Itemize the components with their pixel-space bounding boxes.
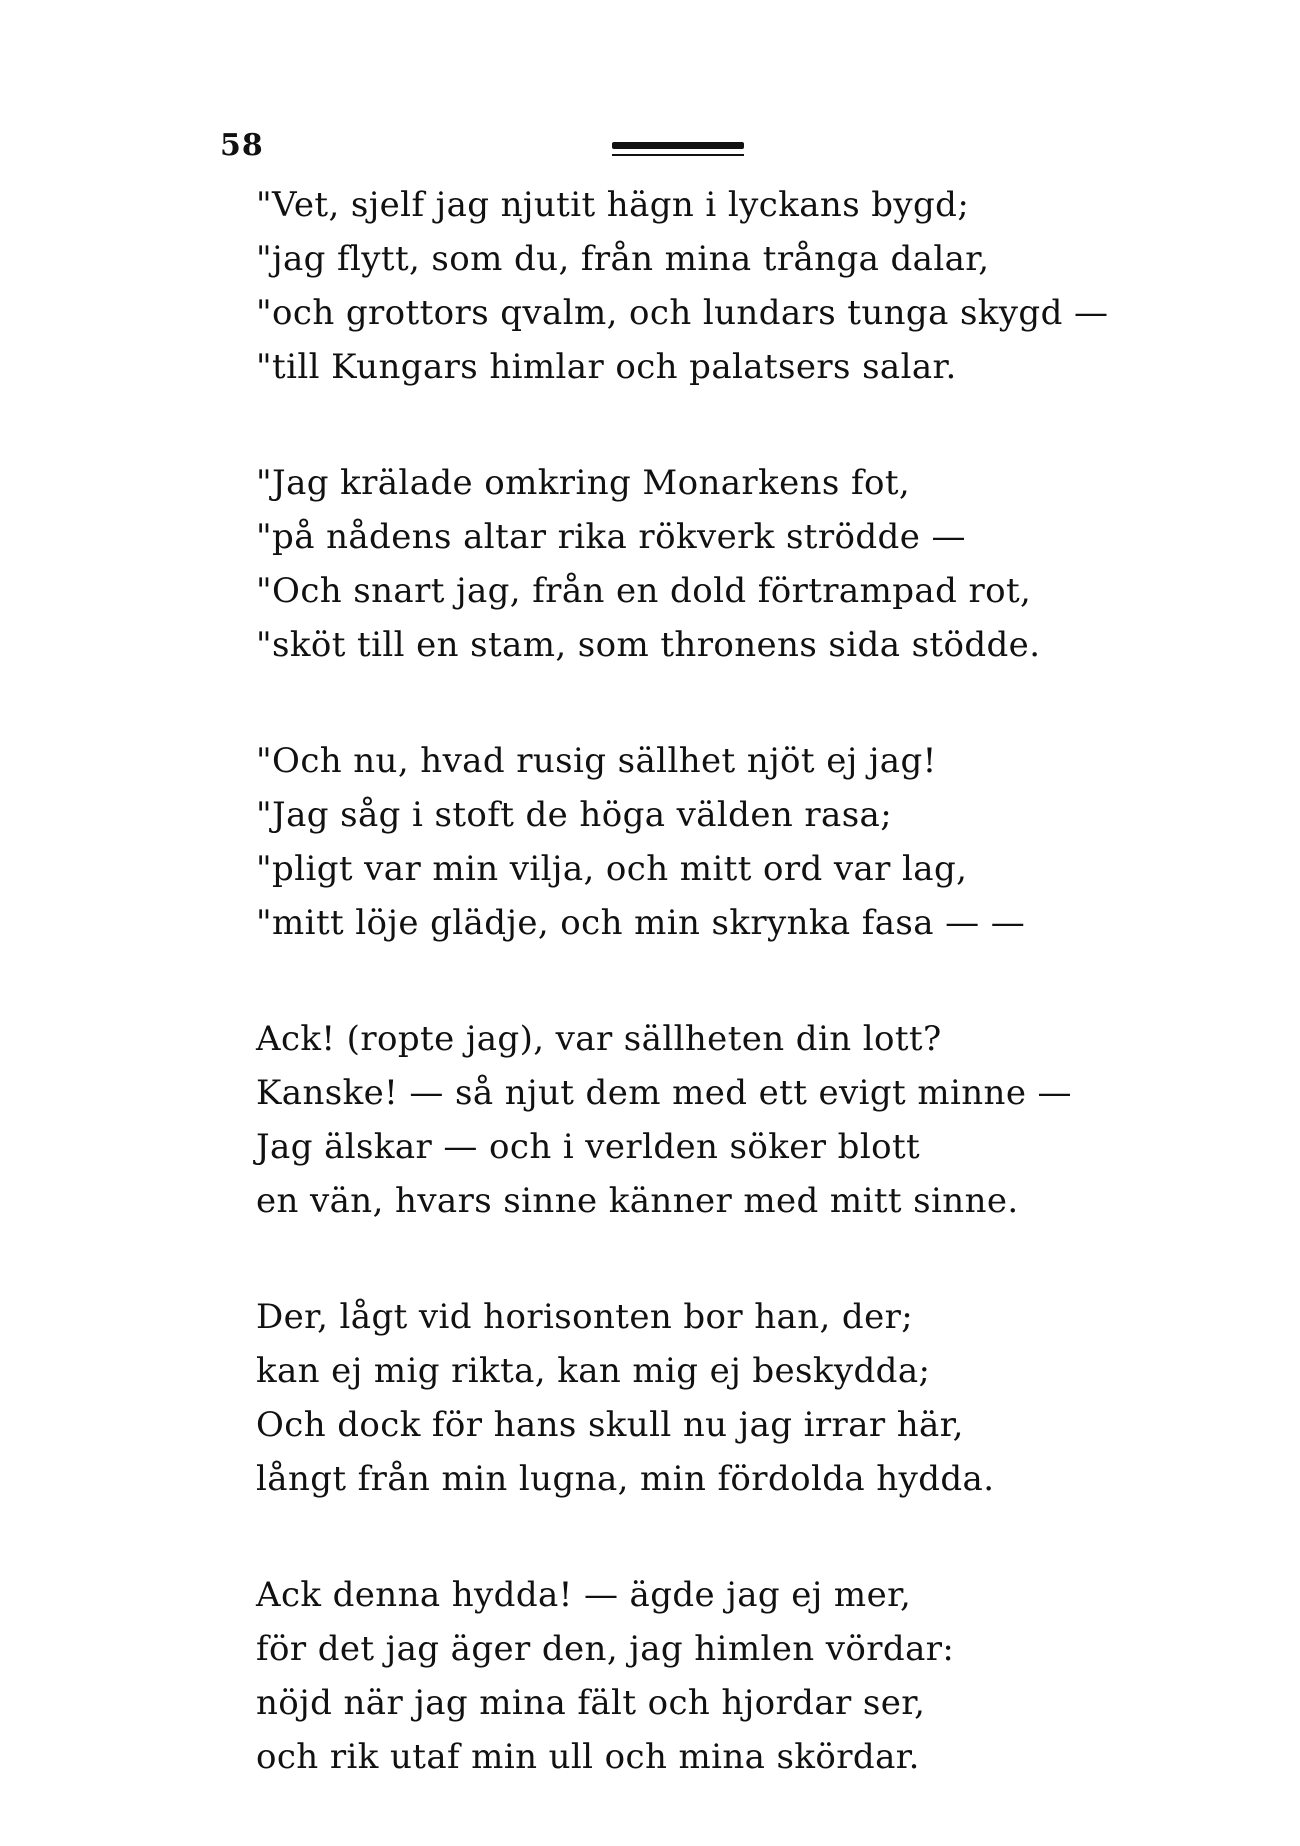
poem-line: "Jag krälade omkring Monarkens fot, xyxy=(256,463,911,503)
stanza xyxy=(250,456,1130,672)
poem-line: Och dock för hans skull nu jag irrar här, xyxy=(256,1405,964,1445)
poem-line: och rik utaf min ull och mina skördar. xyxy=(256,1737,920,1777)
stanza xyxy=(250,734,1130,950)
poem-line: "på nådens altar rika rökverk strödde — xyxy=(256,517,966,557)
poem-line: "pligt var min vilja, och mitt ord var lag, xyxy=(256,849,968,889)
poem-line: Ack! (ropte jag), var sällheten din lott? xyxy=(256,1019,942,1059)
poem-line: "Vet, sjelf jag njutit hägn i lyckans bygd; xyxy=(256,185,970,225)
poem-line: kan ej mig rikta, kan mig ej beskydda; xyxy=(256,1351,931,1391)
page-header xyxy=(220,128,1100,168)
poem-line: nöjd när jag mina fält och hjordar ser, xyxy=(256,1683,926,1723)
page-number: 58 xyxy=(220,128,264,163)
poem-line: "till Kungars himlar och palatsers salar. xyxy=(256,347,957,387)
poem-line: Jag älskar — och i verlden söker blott xyxy=(256,1127,921,1167)
poem-line: Kanske! — så njut dem med ett evigt minne — xyxy=(256,1073,1072,1113)
poem-line: "sköt till en stam, som thronens sida stödde. xyxy=(256,625,1041,665)
poem-line: "och grottors qvalm, och lundars tunga skygd — xyxy=(256,293,1109,333)
stanza xyxy=(250,1568,1130,1784)
poem xyxy=(250,178,1130,1846)
poem-line: "mitt löje glädje, och min skrynka fasa — — xyxy=(256,903,1026,943)
header-rule xyxy=(612,142,744,149)
poem-line: "Jag såg i stoft de höga välden rasa; xyxy=(256,795,893,835)
stanza xyxy=(250,1012,1130,1228)
header-rule-thin xyxy=(612,154,744,156)
poem-line: "Och nu, hvad rusig sällhet njöt ej jag! xyxy=(256,741,937,781)
stanza xyxy=(250,1290,1130,1506)
poem-line: "jag flytt, som du, från mina trånga dalar, xyxy=(256,239,990,279)
poem-line: "Och snart jag, från en dold förtrampad rot, xyxy=(256,571,1032,611)
poem-line: Der, lågt vid horisonten bor han, der; xyxy=(256,1297,914,1337)
poem-line: för det jag äger den, jag himlen vördar: xyxy=(256,1629,955,1669)
stanza xyxy=(250,178,1130,394)
poem-line: en vän, hvars sinne känner med mitt sinne. xyxy=(256,1181,1019,1221)
poem-line: långt från min lugna, min fördolda hydda. xyxy=(256,1459,995,1499)
poem-line: Ack denna hydda! — ägde jag ej mer, xyxy=(256,1575,912,1615)
